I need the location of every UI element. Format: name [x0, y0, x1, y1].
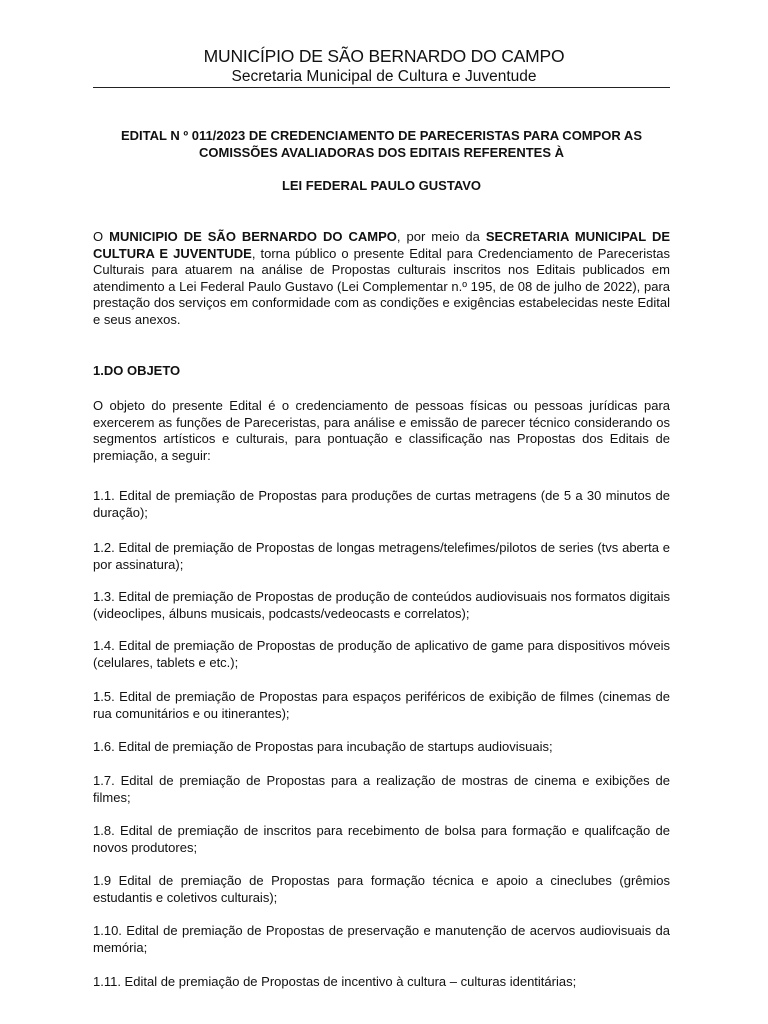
- intro-bold-secretaria: SECRETARIA MUNICIPAL DE CULTURA E JUVENTUDE: [93, 229, 670, 261]
- header-department: Secretaria Municipal de Cultura e Juventude: [231, 68, 537, 85]
- intro-text-3: , torna público o presente Edital para Credenciamento de Pareceristas Culturais para atuarem na análise de Propostas culturais inscritos nos Editais publicados em atendimento a Lei Federal Paulo Gustavo (Lei Complementar n.º 195, de 08 de julho de 2022), para prestação dos serviços em conformidade com as condições e exigências estabelecidas neste Edital e seus anexos.: [93, 245, 670, 327]
- list-item: 1.1. Edital de premiação de Propostas para produções de curtas metragens (de 5 a 30 minutos de duração);: [93, 488, 670, 520]
- intro-text-2: , por meio da: [396, 229, 486, 244]
- header-divider: [93, 87, 670, 88]
- list-item: 1.6. Edital de premiação de Propostas para incubação de startups audiovisuais;: [93, 739, 553, 754]
- list-item: 1.9 Edital de premiação de Propostas para formação técnica e apoio a cineclubes (grêmios estudantis e coletivos culturais);: [93, 873, 670, 905]
- list-item: 1.5. Edital de premiação de Propostas para espaços periféricos de exibição de filmes (cinemas de rua comunitários e ou itinerantes);: [93, 689, 670, 721]
- list-item: 1.7. Edital de premiação de Propostas para a realização de mostras de cinema e exibições de filmes;: [93, 773, 670, 805]
- intro-bold-municipality: MUNICIPIO DE SÃO BERNARDO DO CAMPO: [109, 229, 397, 244]
- objeto-paragraph: O objeto do presente Edital é o credenciamento de pessoas físicas ou pessoas jurídicas para exercerem as funções de Pareceristas, para análise e emissão de parecer técnico considerando os segmentos artísticos e culturais, para pontuação e classificação nas Propostas dos Editais de premiação, a seguir:: [93, 398, 670, 463]
- intro-text-1: O: [93, 229, 110, 244]
- intro-paragraph: [93, 229, 670, 329]
- header-municipality: MUNICÍPIO DE SÃO BERNARDO DO CAMPO: [203, 46, 565, 66]
- edital-title-line1: EDITAL N º 011/2023 DE CREDENCIAMENTO DE PARECERISTAS PARA COMPOR AS: [121, 128, 642, 143]
- list-item: 1.4. Edital de premiação de Propostas de produção de aplicativo de game para dispositivos móveis (celulares, tablets e etc.);: [93, 638, 670, 670]
- list-item: 1.10. Edital de premiação de Propostas de preservação e manutenção de acervos audiovisuais da memória;: [93, 923, 670, 955]
- list-item: 1.11. Edital de premiação de Propostas de incentivo à cultura – culturas identitárias;: [93, 974, 577, 989]
- list-item: 1.8. Edital de premiação de inscritos para recebimento de bolsa para formação e qualifcação de novos produtores;: [93, 823, 670, 855]
- list-item: 1.3. Edital de premiação de Propostas de produção de conteúdos audiovisuais nos formatos digitais (videoclipes, álbuns musicais, podcasts/vedeocasts e correlatos);: [93, 589, 670, 621]
- edital-title-line2: COMISSÕES AVALIADORAS DOS EDITAIS REFERENTES À: [199, 145, 564, 160]
- section-heading-objeto: 1.DO OBJETO: [93, 363, 181, 378]
- list-item: 1.2. Edital de premiação de Propostas de longas metragens/telefimes/pilotos de series (tvs aberta e por assinatura);: [93, 540, 670, 572]
- edital-title-line3: LEI FEDERAL PAULO GUSTAVO: [281, 178, 482, 193]
